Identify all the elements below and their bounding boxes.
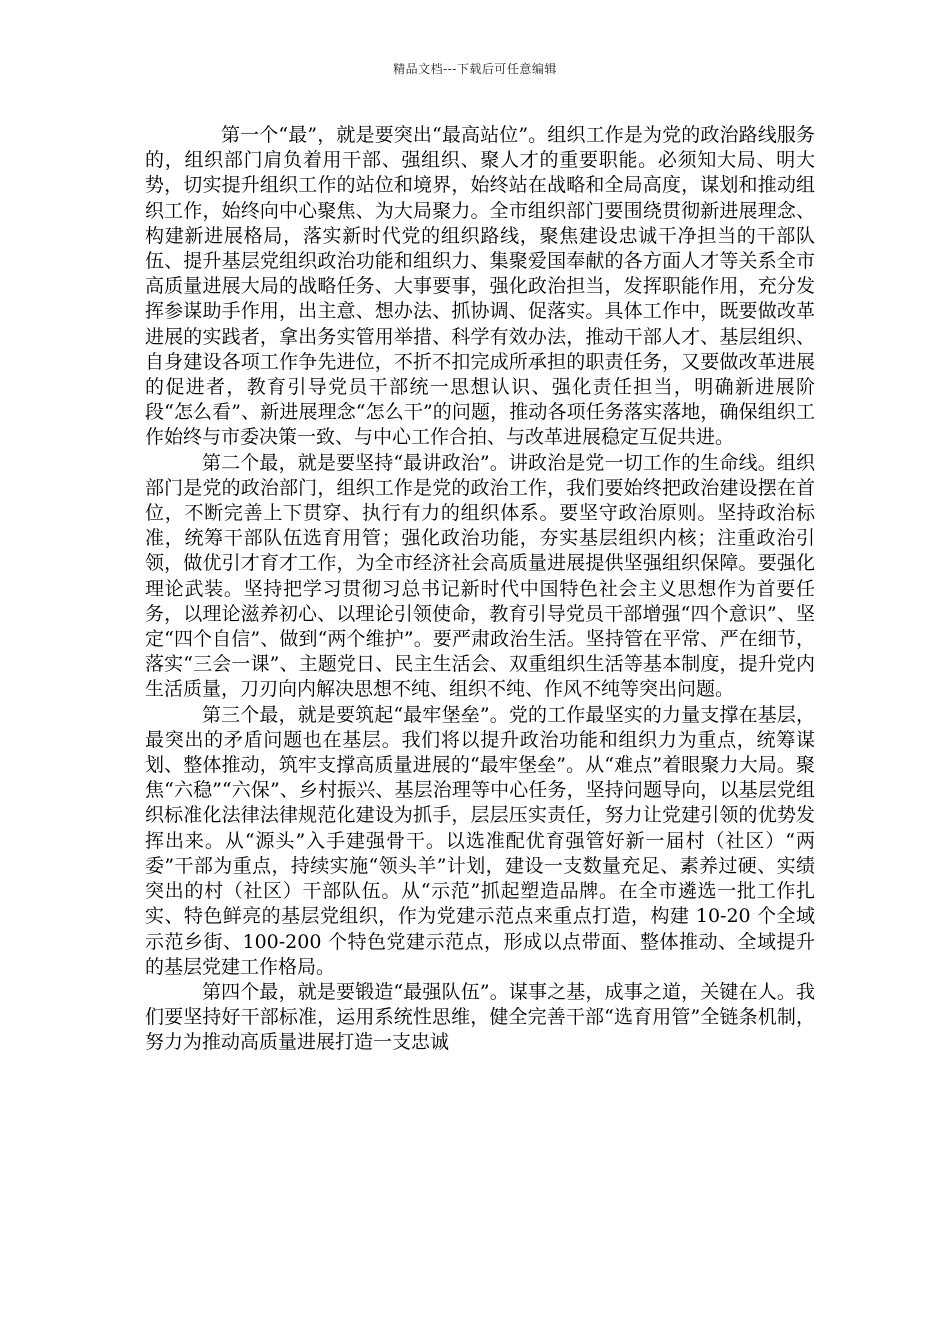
page-header: 精品文档---下载后可任意编辑 bbox=[393, 62, 557, 76]
paragraph-fourth-zui: 第四个最，就是要锻造“最强队伍”。谋事之基，成事之道，关键在人。我们要坚持好干部标准，运用系统性思维，健全完善干部“选育用管”全链条机制，努力为推动高质量进展打造一支忠诚 bbox=[145, 980, 815, 1054]
paragraph-second-zui: 第二个最，就是要坚持“最讲政治”。讲政治是党一切工作的生命线。组织部门是党的政治部门，组织工作是党的政治工作，我们要始终把政治建设摆在首位，不断完善上下贯穿、执行有力的组织体系。要坚守政治原则。坚持政治标准，统筹干部队伍选育用管；强化政治功能，夯实基层组织内核；注重政治引领，做优引才育才工作，为全市经济社会高质量进展提供坚强组织保障。要强化理论武装。坚持把学习贯彻习总书记新时代中国特色社会主义思想作为首要任务，以理论滋养初心、以理论引领使命，教育引导党员干部增强“四个意识”、坚定“四个自信”、做到“两个维护”。要严肃政治生活。坚持管在平常、严在细节，落实“三会一课”、主题党日、民主生活会、双重组织生活等基本制度，提升党内生活质量，刀刃向内解决思想不纯、组织不纯、作风不纯等突出问题。 bbox=[145, 451, 815, 701]
document-body bbox=[145, 123, 815, 1056]
paragraph-first-zui: 第一个“最”，就是要突出“最高站位”。组织工作是为党的政治路线服务的，组织部门肩负着用干部、强组织、聚人才的重要职能。必须知大局、明大势，切实提升组织工作的站位和境界，始终站在战略和全局高度，谋划和推动组织工作，始终向中心聚焦、为大局聚力。全市组织部门要围绕贯彻新进展理念、构建新进展格局，落实新时代党的组织路线，聚焦建设忠诚干净担当的干部队伍、提升基层党组织政治功能和组织力、集聚爱国奉献的各方面人才等关系全市高质量进展大局的战略任务、大事要事，强化政治担当，发挥职能作用，充分发挥参谋助手作用，出主意、想办法、抓协调、促落实。具体工作中，既要做改革进展的实践者，拿出务实管用举措、科学有效办法，推动干部人才、基层组织、自身建设各项工作争先进位，不折不扣完成所承担的职责任务，又要做改革进展的促进者，教育引导党员干部统一思想认识、强化责任担当，明确新进展阶段“怎么看”、新进展理念“怎么干”的问题，推动各项任务落实落地，确保组织工作始终与市委决策一致、与中心工作合拍、与改革进展稳定互促共进。 bbox=[145, 124, 815, 449]
paragraph-third-zui: 第三个最，就是要筑起“最牢堡垒”。党的工作最坚实的力量支撑在基层，最突出的矛盾问题也在基层。我们将以提升政治功能和组织力为重点，统筹谋划、整体推动，筑牢支撑高质量进展的“最牢堡垒”。从“难点”着眼聚力大局。聚焦“六稳”“六保”、乡村振兴、基层治理等中心任务，坚持问题导向，以基层党组织标准化法律法律规范化建设为抓手，层层压实责任，努力让党建引领的优势发挥出来。从“源头”入手建强骨干。以选准配优育强管好新一届村（社区）“两委”干部为重点，持续实施“领头羊”计划，建设一支数量充足、素养过硬、实绩突出的村（社区）干部队伍。从“示范”抓起塑造品牌。在全市遴选一批工作扎实、特色鲜亮的基层党组织，作为党建示范点来重点打造，构建 10-20 个全域示范乡街、100-200 个特色党建示范点，形成以点带面、整体推动、全域提升的基层党建工作格局。 bbox=[145, 703, 815, 978]
